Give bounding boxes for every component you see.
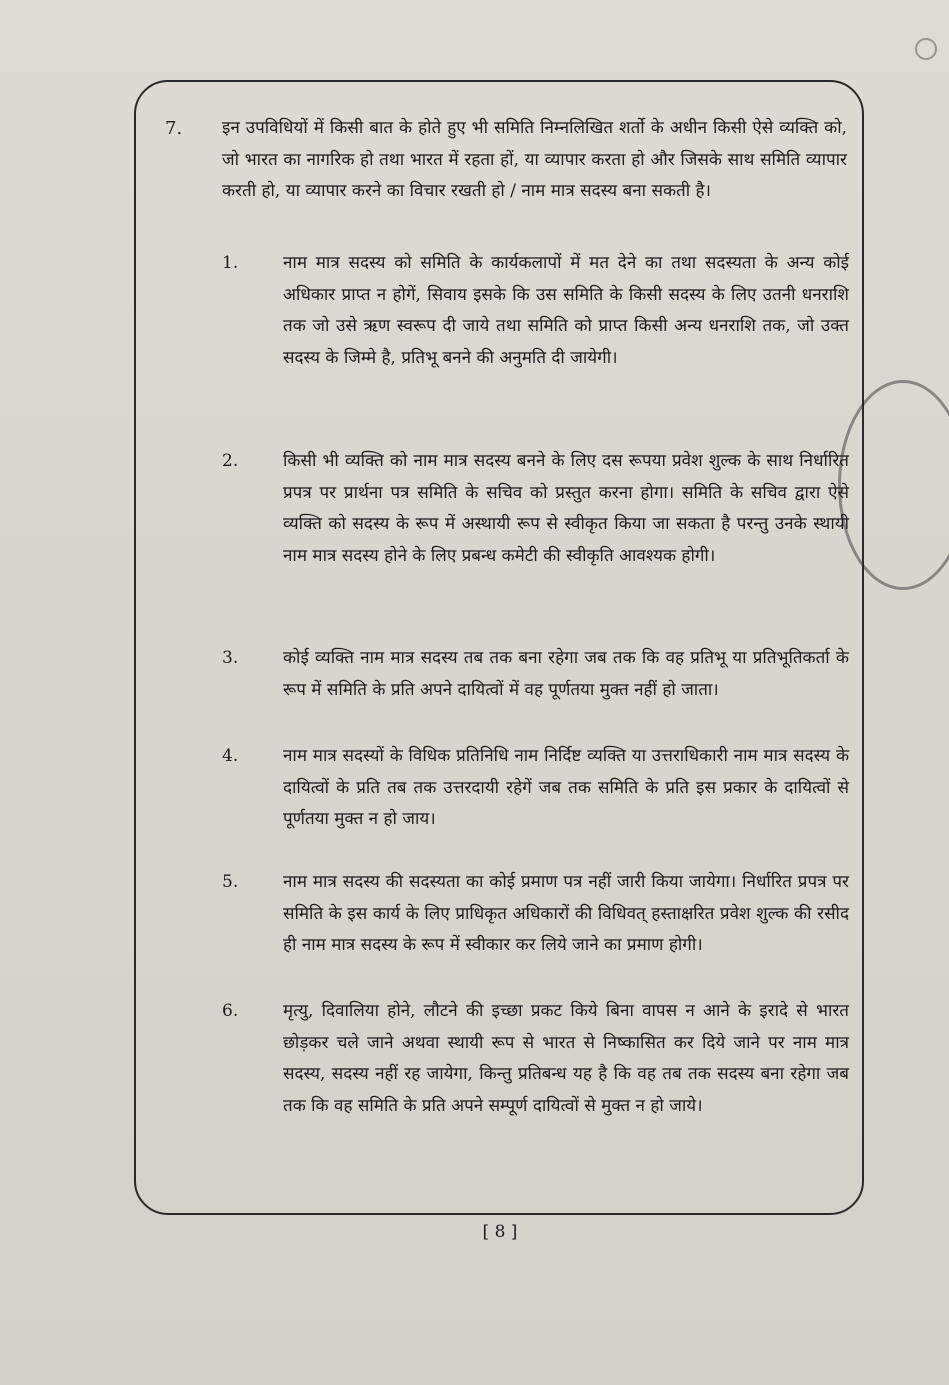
item-text: कोई व्यक्ति नाम मात्र सदस्य तब तक बना रहेगा जब तक कि वह प्रतिभू या प्रतिभूतिकर्ता के रूप में समिति के प्रति अपने दायित्वों में वह पूर्णतया मुक्त नहीं हो जाता। [283,648,849,700]
page-number: [ 8 ] [482,1222,518,1242]
item-number: 3. [222,648,239,668]
section-intro: इन उपविधियों में किसी बात के होते हुए भी समिति निम्नलिखित शर्तो के अधीन किसी ऐसे व्यक्ति को, जो भारत का नागरिक हो तथा भारत में रहता हों, या व्यापार करता हो और जिसके साथ समिति व्यापार करती हो, या व्यापार करने का विचार रखती हो / नाम मात्र सदस्य बना सकती है। [222,118,847,201]
item-text: किसी भी व्यक्ति को नाम मात्र सदस्य बनने के लिए दस रूपया प्रवेश शुल्क के साथ निर्धारित प्रपत्र पर प्रार्थना पत्र समिति के सचिव को प्रस्तुत करना होगा। समिति के सचिव द्वारा ऐसे व्यक्ति को सदस्य के रूप में अस्थायी रूप से स्वीकृत किया जा सकता है परन्तु उनके स्थायी नाम मात्र सदस्य होने के लिए प्रबन्ध कमेटी की स्वीकृति आवश्यक होगी। [283,451,849,566]
item-text: नाम मात्र सदस्य की सदस्यता का कोई प्रमाण पत्र नहीं जारी किया जायेगा। निर्धारित प्रपत्र पर समिति के इस कार्य के लिए प्राधिकृत अधिकारों की विधिवत् हस्ताक्षरित प्रवेश शुल्क की रसीद ही नाम मात्र सदस्य के रूप में स्वीकार कर लिये जाने का प्रमाण होगी। [283,872,849,955]
item-number: 5. [222,872,239,892]
item-number: 6. [222,1001,239,1021]
item-number: 4. [222,746,239,766]
item-number: 2. [222,451,239,471]
corner-mark-icon [915,38,937,60]
item-text: नाम मात्र सदस्य को समिति के कार्यकलापों में मत देने का तथा सदस्यता के अन्य कोई अधिकार प्राप्त न होगें, सिवाय इसके कि उस समिति के किसी सदस्य के लिए उतनी धनराशि तक जो उसे ऋण स्वरूप दी जाये तथा समिति को प्राप्त किसी अन्य धनराशि तक, जो उक्त सदस्य के जिम्मे है, प्रतिभू बनने की अनुमति दी जायेगी। [283,253,849,368]
item-text: मृत्यु, दिवालिया होने, लौटने की इच्छा प्रकट किये बिना वापस न आने के इरादे से भारत छोड़कर चले जाने अथवा स्थायी रूप से भारत से निष्कासित कर दिये जाने पर नाम मात्र सदस्य, सदस्य नहीं रह जायेगा, किन्तु प्रतिबन्ध यह है कि वह तब तक सदस्य बना रहेगा जब तक कि वह समिति के प्रति अपने सम्पूर्ण दायित्वों से मुक्त न हो जाये। [283,1001,849,1116]
item-number: 1. [222,253,239,273]
section-number: 7. [165,118,183,139]
item-text: नाम मात्र सदस्यों के विधिक प्रतिनिधि नाम निर्दिष्ट व्यक्ति या उत्तराधिकारी नाम मात्र सदस्य के दायित्वों के प्रति तब तक उत्तरदायी रहेगें जब तक समिति के प्रति इस प्रकार के दायित्वों से पूर्णतया मुक्त न हो जाय। [283,746,849,829]
